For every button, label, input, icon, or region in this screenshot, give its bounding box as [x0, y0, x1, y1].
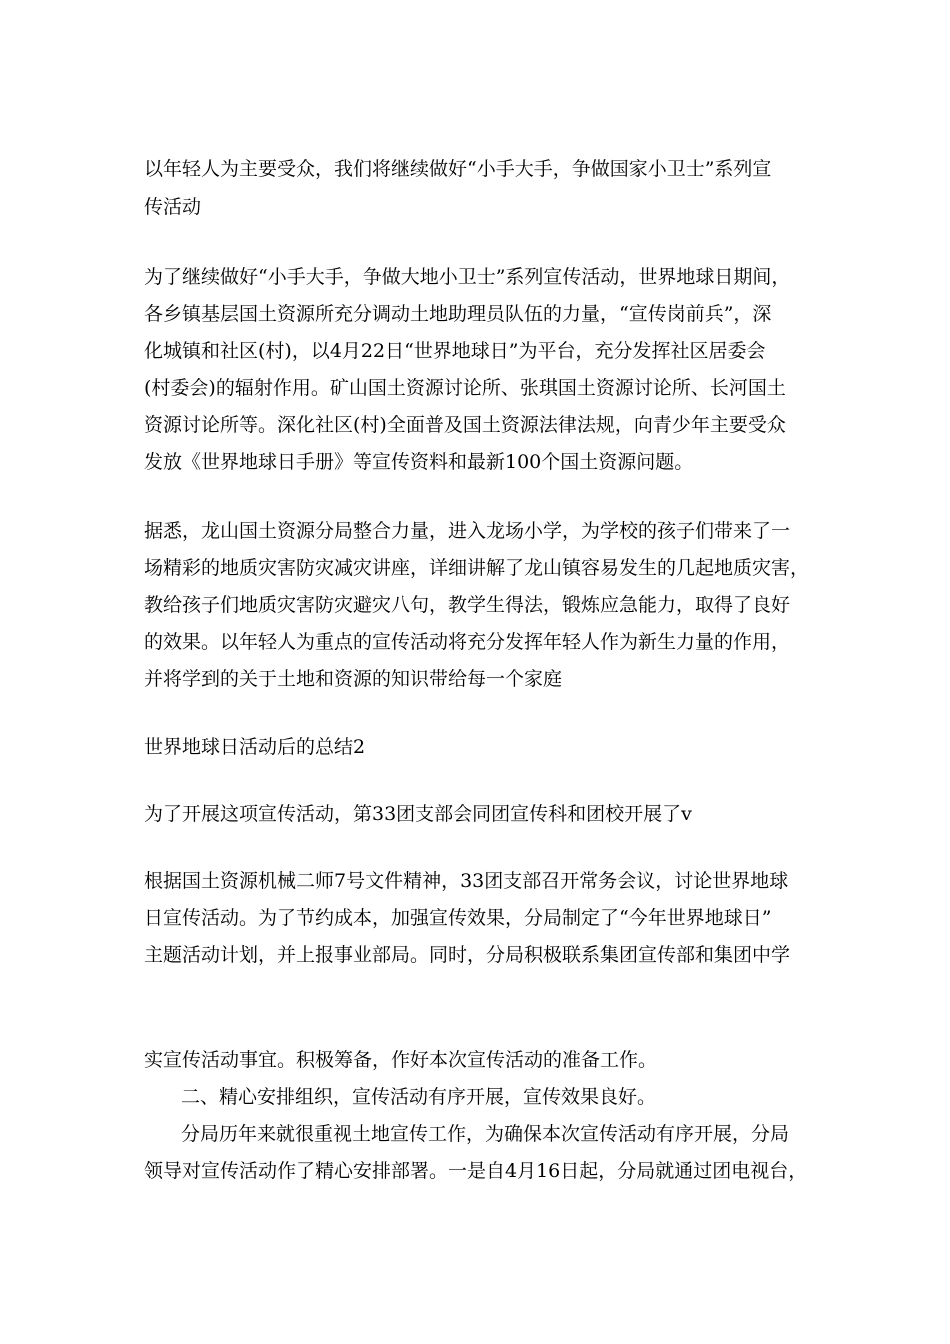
paragraph-8-line-2: 领导对宣传活动作了精心安排部署。一是自4月16日起，分局就通过团电视台，: [144, 1160, 808, 1182]
paragraph-3-line-5: 并将学到的关于土地和资源的知识带给每一个家庭: [144, 668, 563, 690]
paragraph-5-line-2: 日宣传活动。为了节约成本，加强宣传效果，分局制定了“今年世界地球日”: [144, 907, 772, 929]
paragraph-2-line-1: 为了继续做好“小手大手，争做大地小卫士”系列宣传活动，世界地球日期间，: [144, 266, 791, 288]
paragraph-2-line-3: 化城镇和社区(村)，以4月22日“世界地球日”为平台，充分发挥社区居委会: [144, 340, 766, 362]
paragraph-5-line-3: 主题活动计划，并上报事业部局。同时，分局积极联系集团宣传部和集团中学: [144, 944, 791, 966]
paragraph-2-line-2: 各乡镇基层国土资源所充分调动土地助理员队伍的力量，“宣传岗前兵”，深: [144, 303, 772, 325]
paragraph-3-line-2: 场精彩的地质灾害防灾减灾讲座，详细讲解了龙山镇容易发生的几起地质灾害，: [144, 557, 810, 579]
paragraph-3-line-4: 的效果。以年轻人为重点的宣传活动将充分发挥年轻人作为新生力量的作用，: [144, 631, 791, 653]
paragraph-2-line-6: 发放《世界地球日手册》等宣传资料和最新100个国土资源问题。: [144, 451, 694, 473]
paragraph-7: 二、精心安排组织，宣传活动有序开展，宣传效果良好。: [181, 1086, 657, 1108]
paragraph-2-line-5: 资源讨论所等。深化社区(村)全面普及国土资源法律法规，向青少年主要受众: [144, 414, 786, 436]
section-heading: 世界地球日活动后的总结2: [144, 736, 366, 758]
paragraph-8-line-1: 分局历年来就很重视土地宣传工作，为确保本次宣传活动有序开展，分局: [181, 1123, 790, 1145]
paragraph-5-line-1: 根据国土资源机械二师7号文件精神，33团支部召开常务会议，讨论世界地球: [144, 870, 789, 892]
paragraph-3-line-1: 据悉，龙山国土资源分局整合力量，进入龙场小学，为学校的孩子们带来了一: [144, 520, 791, 542]
paragraph-3-line-3: 教给孩子们地质灾害防灾避灾八句，教学生得法，锻炼应急能力，取得了良好: [144, 594, 791, 616]
paragraph-4: 为了开展这项宣传活动，第33团支部会同团宣传科和团校开展了v: [144, 803, 692, 825]
paragraph-2-line-4: (村委会)的辐射作用。矿山国土资源讨论所、张琪国土资源讨论所、长河国土: [144, 377, 786, 399]
paragraph-1-line-1: 以年轻人为主要受众，我们将继续做好“小手大手，争做国家小卫士”系列宣: [144, 158, 772, 180]
paragraph-1-line-2: 传活动: [144, 196, 202, 218]
paragraph-6: 实宣传活动事宜。积极筹备，作好本次宣传活动的准备工作。: [144, 1049, 658, 1071]
